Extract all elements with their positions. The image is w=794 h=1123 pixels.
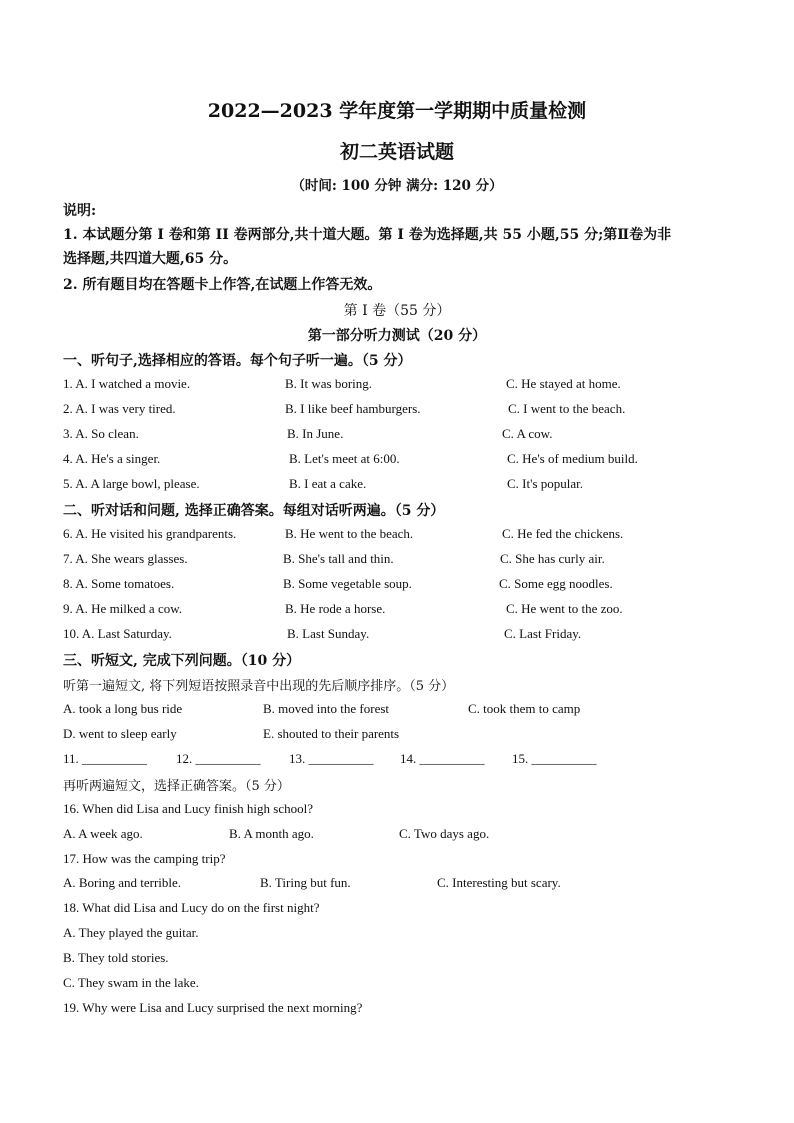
question-option-c: C. He's of medium build.: [507, 451, 638, 466]
section-2-title: 二、听对话和问题, 选择正确答案。每组对话听两遍。（5 分）: [63, 503, 445, 519]
question-option-c: C. I went to the beach.: [508, 401, 626, 416]
phrase-a: A. took a long bus ride: [63, 701, 183, 716]
question-option-c: C. He fed the chickens.: [502, 526, 624, 541]
phrase-c: C. took them to camp: [468, 701, 581, 716]
question-option-a: 7. A. She wears glasses.: [63, 551, 188, 566]
question-option-b: B. He rode a horse.: [285, 601, 386, 616]
note-2: 2. 所有题目均在答题卡上作答,在试题上作答无效。: [63, 277, 382, 293]
question-option-c: C. Some egg noodles.: [499, 576, 613, 591]
part-1-title: 第一部分听力测试（20 分）: [307, 328, 487, 344]
question-option-b: B. Let's meet at 6:00.: [289, 451, 400, 466]
question-option-a: 3. A. So clean.: [63, 426, 139, 441]
question-17: 17. How was the camping trip?: [63, 851, 226, 866]
exam-subtitle: 初二英语试题: [339, 141, 454, 163]
note-1-line-1: 1. 本试题分第 I 卷和第 II 卷两部分,共十道大题。第 I 卷为选择题,共 55 小题,55 分;第Ⅱ卷为非: [63, 227, 672, 243]
question-option-b: B. I like beef hamburgers.: [285, 401, 421, 416]
question-option-b: B. In June.: [287, 426, 344, 441]
question-option-a: A. They played the guitar.: [63, 925, 199, 940]
volume-1-title: 第 I 卷（55 分）: [343, 303, 451, 319]
time-info: （时间: 100 分钟 满分: 120 分）: [291, 178, 503, 194]
question-option-c: C. He went to the zoo.: [506, 601, 623, 616]
question-option-b: B. Tiring but fun.: [260, 875, 351, 890]
question-option-a: A. Boring and terrible.: [63, 875, 182, 890]
exam-title: 2022—2023 学年度第一学期期中质量检测: [207, 100, 587, 122]
answer-blank: 13. __________: [289, 751, 374, 766]
answer-blank: 12. __________: [176, 751, 261, 766]
question-option-c: C. He stayed at home.: [506, 376, 621, 391]
question-option-c: C. She has curly air.: [500, 551, 605, 566]
question-option-a: 9. A. He milked a cow.: [63, 601, 183, 616]
answer-blank: 15. __________: [512, 751, 597, 766]
question-option-c: C. Last Friday.: [504, 626, 582, 641]
notes-label: 说明:: [63, 203, 97, 219]
phrase-b: B. moved into the forest: [263, 701, 390, 716]
question-option-b: B. I eat a cake.: [289, 476, 367, 491]
answer-blank: 14. __________: [400, 751, 485, 766]
question-option-b: B. She's tall and thin.: [283, 551, 394, 566]
question-option-b: B. Last Sunday.: [287, 626, 370, 641]
section-3-title: 三、听短文, 完成下列问题。（10 分）: [63, 653, 301, 669]
question-18: 18. What did Lisa and Lucy do on the first night?: [63, 900, 320, 915]
answer-blank: 11. __________: [63, 751, 148, 766]
question-option-b: B. A month ago.: [229, 826, 314, 841]
question-option-b: B. He went to the beach.: [285, 526, 414, 541]
question-option-a: 2. A. I was very tired.: [63, 401, 176, 416]
question-option-c: C. It's popular.: [507, 476, 584, 491]
section-3-instruction-1: 听第一遍短文, 将下列短语按照录音中出现的先后顺序排序。（5 分）: [63, 679, 455, 694]
note-1-line-2: 选择题,共四道大题,65 分。: [63, 251, 238, 267]
section-3-instruction-2: 再听两遍短文，选择正确答案。（5 分）: [63, 779, 290, 794]
question-option-a: 1. A. I watched a movie.: [63, 376, 191, 391]
phrase-e: E. shouted to their parents: [263, 726, 400, 741]
section-1-title: 一、听句子,选择相应的答语。每个句子听一遍。（5 分）: [63, 353, 412, 369]
question-option-c: C. They swam in the lake.: [63, 975, 199, 990]
question-option-a: 6. A. He visited his grandparents.: [63, 526, 237, 541]
question-option-c: C. A cow.: [502, 426, 553, 441]
question-option-a: 8. A. Some tomatoes.: [63, 576, 175, 591]
question-option-a: 10. A. Last Saturday.: [63, 626, 172, 641]
question-19: 19. Why were Lisa and Lucy surprised the next morning?: [63, 1000, 363, 1015]
phrase-d: D. went to sleep early: [63, 726, 177, 741]
question-option-a: 5. A. A large bowl, please.: [63, 476, 200, 491]
question-option-b: B. They told stories.: [63, 950, 169, 965]
question-option-b: B. It was boring.: [285, 376, 373, 391]
question-option-b: B. Some vegetable soup.: [283, 576, 412, 591]
question-option-c: C. Two days ago.: [399, 826, 490, 841]
question-option-a: 4. A. He's a singer.: [63, 451, 161, 466]
question-16: 16. When did Lisa and Lucy finish high school?: [63, 801, 313, 816]
question-option-a: A. A week ago.: [63, 826, 143, 841]
question-option-c: C. Interesting but scary.: [437, 875, 561, 890]
